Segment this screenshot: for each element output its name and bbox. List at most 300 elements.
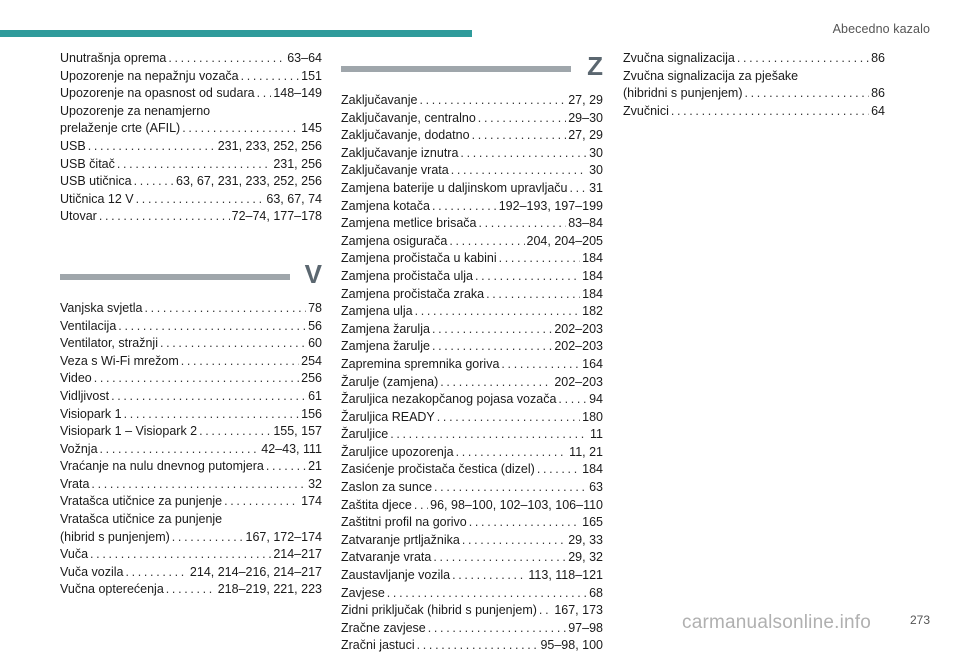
index-entry-row (341, 620, 603, 638)
index-group-z-continued (623, 50, 885, 120)
index-entry (341, 92, 603, 110)
index-group-u (60, 50, 322, 226)
index-entry (60, 564, 322, 582)
index-entry-label: Zamjena kotača (341, 198, 430, 213)
index-entry-pages: 64 (871, 103, 885, 118)
dot-leader (570, 180, 588, 198)
dot-leader (499, 250, 581, 268)
index-entry-pages: 27, 29 (568, 128, 603, 143)
index-entry-row (341, 585, 603, 603)
index-entry-pages: 254 (301, 353, 322, 368)
index-entry-row (341, 162, 603, 180)
dot-leader (537, 461, 580, 479)
index-entry (60, 103, 322, 138)
index-entry-row (341, 110, 603, 128)
index-entry (60, 300, 322, 318)
index-entry-pages: 218–219, 221, 223 (217, 582, 322, 597)
index-entry (341, 479, 603, 497)
dot-leader (415, 303, 581, 321)
index-entry-row (341, 391, 603, 409)
index-entry-row (60, 138, 322, 156)
section-divider (60, 274, 290, 280)
dot-leader (539, 602, 552, 620)
index-entry-row (341, 215, 603, 233)
index-entry (60, 353, 322, 371)
dot-leader (168, 50, 285, 68)
index-group-v (60, 300, 322, 599)
watermark: carmanualsonline.info (682, 612, 872, 633)
index-entry-row (341, 198, 603, 216)
section-divider (341, 66, 571, 72)
index-entry (60, 85, 322, 103)
index-entry-label: Vraćanje na nulu dnevnog putomjera (60, 459, 264, 474)
index-entry-row (341, 532, 603, 550)
dot-leader (266, 458, 306, 476)
index-entry-pages: 155, 157 (273, 424, 322, 439)
index-entry-label: Zaključavanje, dodatno (341, 128, 470, 143)
index-entry-row (341, 321, 603, 339)
index-entry-label: Zamjena žarulja (341, 321, 430, 336)
index-entry (341, 637, 603, 655)
index-entry (341, 549, 603, 567)
index-entry-row (341, 268, 603, 286)
index-entry-label-line: Upozorenje za nenamjerno (60, 103, 211, 118)
index-entry-label: Zaustavljanje vozila (341, 568, 451, 583)
index-entry-label: Zračni jastuci (341, 638, 415, 653)
index-entry-pages: 56 (308, 318, 322, 333)
index-entry-row (60, 85, 322, 103)
index-entry-row (341, 461, 603, 479)
dot-leader (437, 409, 580, 427)
index-entry-label: Zaštita djece (341, 497, 412, 512)
index-entry-row (341, 127, 603, 145)
index-entry-label: Zidni priključak (hibrid s punjenjem) (341, 603, 537, 618)
index-entry (341, 215, 603, 233)
index-entry-row (623, 85, 885, 103)
index-entry-label: Vanjska svjetla (60, 300, 143, 315)
dot-leader (417, 637, 539, 655)
index-entry (341, 286, 603, 304)
index-entry-label: Visiopark 1 (60, 406, 122, 421)
index-entry-pages: 231, 256 (273, 156, 322, 171)
index-entry-pages: 214, 214–216, 214–217 (189, 564, 322, 579)
index-entry (341, 162, 603, 180)
index-entry-label: Zvučna signalizacija (623, 51, 735, 65)
index-entry-pages: 32 (308, 476, 322, 491)
index-entry (341, 409, 603, 427)
index-entry (60, 318, 322, 336)
index-entry-row (60, 388, 322, 406)
dot-leader (88, 138, 216, 156)
index-entry-label: Zaključavanje (341, 93, 418, 107)
index-entry-pages: 11 (590, 427, 603, 442)
dot-leader (432, 321, 552, 339)
dot-leader (125, 564, 187, 582)
index-entry-row (341, 602, 603, 620)
dot-leader (181, 353, 299, 371)
dot-leader (124, 406, 300, 424)
index-entry-row (60, 423, 322, 441)
index-entry (60, 423, 322, 441)
index-entry-pages: 167, 172–174 (245, 529, 322, 544)
dot-leader (460, 145, 587, 163)
index-entry-label: Zvučnici (623, 103, 669, 118)
index-entry-pages: 86 (871, 86, 885, 101)
section-letter: Z (587, 51, 603, 81)
index-entry-label: Zasićenje pročistača čestica (dizel) (341, 462, 535, 477)
index-entry-label: Zamjena pročistača ulja (341, 268, 474, 283)
index-entry-label: Zamjena žarulje (341, 339, 430, 354)
index-entry (341, 532, 603, 550)
index-entry-row (60, 441, 322, 459)
index-entry-row (60, 406, 322, 424)
dot-leader (224, 493, 299, 511)
dot-leader (241, 68, 300, 86)
index-entry-row (341, 637, 603, 655)
index-entry-pages: 21 (308, 459, 322, 474)
index-entry-row (341, 567, 603, 585)
index-entry-row (60, 120, 322, 138)
index-entry-label: Žaruljice upozorenja (341, 444, 454, 459)
index-entry-row (341, 426, 603, 444)
index-entry (60, 493, 322, 511)
index-entry (341, 145, 603, 163)
dot-leader (257, 85, 272, 103)
index-entry-label: Ventilator, stražnji (60, 336, 158, 351)
index-entry (341, 268, 603, 286)
index-entry-label: (hibridni s punjenjem) (623, 86, 743, 101)
index-entry-label: Vuča (60, 547, 89, 562)
index-entry-label: Zamjena ulja (341, 304, 413, 319)
index-entry-label: Zaslon za sunce (341, 480, 433, 495)
index-entry-pages: 86 (871, 51, 885, 65)
index-entry-label: Žarulje (zamjena) (341, 374, 439, 389)
index-entry-label: Zaključavanje, centralno (341, 110, 476, 125)
index-entry-label: Vidljivost (60, 388, 110, 403)
index-entry (60, 581, 322, 599)
index-entry-label: Zamjena metlice brisača (341, 216, 477, 231)
index-entry-row (60, 300, 322, 318)
index-entry-row (341, 338, 603, 356)
dot-leader (94, 370, 299, 388)
index-entry-label-line: Zvučna signalizacija za pješake (623, 68, 799, 83)
index-entry-row (341, 514, 603, 532)
index-entry-label: Zaključavanje iznutra (341, 145, 459, 160)
section-header-z (341, 50, 603, 92)
index-entry-label: Zamjena osigurača (341, 233, 448, 248)
index-entry-label: Žaruljice (341, 427, 389, 442)
index-entry-row (341, 479, 603, 497)
index-entry-pages: 204, 204–205 (526, 233, 603, 248)
index-entry-row (341, 497, 603, 515)
dot-leader (172, 529, 244, 547)
index-entry-label: Vuča vozila (60, 564, 124, 579)
index-entry (60, 458, 322, 476)
index-entry-row (341, 356, 603, 374)
index-entry-row (60, 546, 322, 564)
index-entry-label: Utovar (60, 209, 97, 224)
index-entry (60, 441, 322, 459)
dot-leader (478, 215, 566, 233)
dot-leader (452, 567, 526, 585)
index-entry-pages: 29, 32 (568, 550, 603, 565)
page-number: 273 (909, 613, 930, 627)
index-entry (341, 356, 603, 374)
dot-leader (99, 208, 230, 226)
index-entry-pages: 63–64 (287, 51, 322, 65)
dot-leader (428, 620, 566, 638)
index-entry-row (341, 233, 603, 251)
index-entry-row (60, 318, 322, 336)
dot-leader (387, 585, 587, 603)
index-entry-pages: 30 (589, 163, 603, 178)
index-entry (60, 335, 322, 353)
index-entry-row (60, 564, 322, 582)
index-entry-pages: 42–43, 111 (261, 441, 322, 456)
index-entry-pages: 151 (301, 68, 322, 83)
index-entry-row (60, 335, 322, 353)
index-entry-row (341, 145, 603, 163)
index-entry-label: Zaključavanje vrata (341, 163, 449, 178)
index-entry (60, 191, 322, 209)
dot-leader (475, 268, 580, 286)
index-entry-row (341, 286, 603, 304)
index-column-1 (60, 50, 322, 599)
index-entry-row (341, 444, 603, 462)
index-entry-label: Vratašca utičnice za punjenje (60, 494, 223, 509)
index-entry-row (623, 103, 885, 121)
index-entry-label: USB čitač (60, 156, 115, 171)
index-entry-pages: 63 (589, 480, 603, 495)
index-entry-row (60, 529, 322, 547)
index-entry-row (60, 581, 322, 599)
index-entry-row (341, 180, 603, 198)
dot-leader (432, 198, 497, 216)
index-entry-label: Veza s Wi-Fi mrežom (60, 353, 179, 368)
index-entry-row (341, 92, 603, 110)
index-entry (341, 233, 603, 251)
index-entry (341, 585, 603, 603)
index-entry-row (60, 68, 322, 86)
index-entry (60, 156, 322, 174)
index-entry (623, 103, 885, 121)
index-entry (60, 173, 322, 191)
dot-leader (144, 300, 306, 318)
dot-leader (440, 374, 552, 392)
index-entry-pages: 60 (308, 336, 322, 351)
index-entry-pages: 167, 173 (554, 603, 603, 618)
index-entry-row (623, 50, 885, 68)
index-entry-pages: 96, 98–100, 102–103, 106–110 (430, 497, 603, 512)
dot-leader (414, 497, 428, 515)
dot-leader (451, 162, 587, 180)
index-entry-row (341, 303, 603, 321)
index-entry-pages: 113, 118–121 (528, 568, 603, 583)
dot-leader (745, 85, 870, 103)
index-entry (341, 567, 603, 585)
dot-leader (166, 581, 216, 599)
index-entry-pages: 29–30 (568, 110, 603, 125)
index-entry (341, 127, 603, 145)
index-entry (341, 321, 603, 339)
dot-leader (449, 233, 524, 251)
index-entry-pages: 68 (589, 585, 603, 600)
index-entry (341, 514, 603, 532)
index-entry-label: USB utičnica (60, 174, 132, 189)
dot-leader (117, 156, 271, 174)
index-entry (623, 68, 885, 103)
dot-leader (419, 92, 566, 110)
index-entry-label: Zamjena pročistača u kabini (341, 251, 497, 266)
index-entry (60, 476, 322, 494)
index-entry (341, 303, 603, 321)
index-entry-pages: 78 (308, 300, 322, 315)
index-entry-pages: 184 (582, 462, 603, 477)
index-entry-pages: 94 (589, 392, 603, 407)
index-entry-label: Zamjena pročistača zraka (341, 286, 485, 301)
index-entry-label: Ventilacija (60, 318, 117, 333)
index-entry (341, 198, 603, 216)
dot-leader (434, 479, 587, 497)
index-entry-row (60, 353, 322, 371)
index-entry-pages: 202–203 (554, 339, 603, 354)
index-entry (341, 497, 603, 515)
index-entry (341, 461, 603, 479)
index-entry-pages: 182 (582, 304, 603, 319)
index-entry (60, 50, 322, 68)
index-column-3 (623, 50, 885, 120)
index-entry-pages: 180 (582, 409, 603, 424)
index-entry (341, 391, 603, 409)
index-entry-row (60, 370, 322, 388)
index-column-2 (341, 50, 603, 655)
index-entry-pages: 72–74, 177–178 (231, 209, 322, 224)
index-entry (60, 208, 322, 226)
index-entry-pages: 97–98 (568, 620, 603, 635)
index-entry (341, 602, 603, 620)
index-group-z (341, 92, 603, 655)
index-entry-pages: 83–84 (568, 216, 603, 231)
dot-leader (182, 120, 299, 138)
index-entry (341, 444, 603, 462)
index-entry-row (60, 476, 322, 494)
index-entry (341, 110, 603, 128)
index-entry-label: (hibrid s punjenjem) (60, 529, 170, 544)
dot-leader (134, 173, 174, 191)
index-entry-row (60, 156, 322, 174)
index-entry-pages: 63, 67, 74 (266, 191, 322, 206)
index-entry-label: Žaruljica nezakopčanog pojasa vozača (341, 392, 557, 407)
index-entry-pages: 184 (582, 251, 603, 266)
index-entry-row (60, 493, 322, 511)
index-entry-label: Zamjena baterije u daljinskom upravljaču (341, 180, 568, 195)
index-entry-pages: 231, 233, 252, 256 (217, 138, 322, 153)
index-entry (341, 374, 603, 392)
index-entry-label: Zračne zavjese (341, 620, 426, 635)
index-entry-pages: 145 (301, 121, 322, 136)
dot-leader (432, 338, 552, 356)
index-entry-row (341, 409, 603, 427)
dot-leader (100, 441, 260, 459)
index-entry-row (60, 191, 322, 209)
index-entry-row (60, 50, 322, 68)
dot-leader (199, 423, 271, 441)
index-entry-label: Vrata (60, 476, 90, 491)
index-entry-label: Upozorenje na nepažnju vozača (60, 68, 239, 83)
header-accent-bar (0, 30, 472, 37)
dot-leader (160, 335, 306, 353)
index-entry-pages: 192–193, 197–199 (498, 198, 603, 213)
dot-leader (737, 50, 869, 68)
index-entry-label: Vučna opterećenja (60, 582, 164, 597)
index-entry-label: Zatvaranje prtljažnika (341, 532, 460, 547)
dot-leader (472, 127, 567, 145)
index-entry-pages: 31 (589, 180, 603, 195)
section-header-v (60, 258, 322, 300)
dot-leader (90, 546, 271, 564)
dot-leader (558, 391, 587, 409)
index-entry-label: Video (60, 371, 92, 386)
index-entry-pages: 30 (589, 145, 603, 160)
page-header-title: Abecedno kazalo (832, 22, 930, 36)
index-entry-row (341, 374, 603, 392)
index-entry (341, 426, 603, 444)
index-entry-pages: 165 (582, 515, 603, 530)
dot-leader (433, 549, 566, 567)
index-entry-pages: 184 (582, 286, 603, 301)
index-entry-label: Zavjese (341, 585, 385, 600)
dot-leader (469, 514, 580, 532)
index-entry (60, 68, 322, 86)
index-entry-pages: 27, 29 (568, 93, 603, 107)
index-entry-pages: 164 (582, 356, 603, 371)
index-entry-row (60, 458, 322, 476)
index-entry (60, 388, 322, 406)
index-entry (60, 138, 322, 156)
dot-leader (111, 388, 306, 406)
dot-leader (462, 532, 566, 550)
index-entry (623, 50, 885, 68)
index-entry-label: USB (60, 138, 86, 153)
index-entry-pages: 29, 33 (568, 532, 603, 547)
index-entry-label: Upozorenje na opasnost od sudara (60, 86, 255, 101)
index-entry (60, 546, 322, 564)
index-entry (341, 180, 603, 198)
dot-leader (91, 476, 306, 494)
index-entry-label: Zapremina spremnika goriva (341, 356, 500, 371)
index-entry-pages: 184 (582, 268, 603, 283)
index-entry-row (60, 173, 322, 191)
index-entry (60, 370, 322, 388)
dot-leader (118, 318, 306, 336)
index-entry (341, 250, 603, 268)
index-entry (60, 406, 322, 424)
index-entry-pages: 256 (301, 371, 322, 386)
index-entry-label-line: Vratašca utičnice za punjenje (60, 512, 223, 527)
index-entry-label: Vožnja (60, 441, 98, 456)
index-entry-row (60, 208, 322, 226)
index-entry-label: prelaženje crte (AFIL) (60, 121, 181, 136)
dot-leader (136, 191, 265, 209)
index-entry (341, 338, 603, 356)
dot-leader (671, 103, 869, 121)
index-entry-label: Žaruljica READY (341, 409, 435, 424)
index-entry-pages: 156 (301, 406, 322, 421)
index-entry-label: Unutrašnja oprema (60, 51, 167, 65)
index-entry-pages: 61 (308, 388, 322, 403)
index-entry-pages: 95–98, 100 (540, 638, 603, 653)
index-entry (60, 511, 322, 546)
